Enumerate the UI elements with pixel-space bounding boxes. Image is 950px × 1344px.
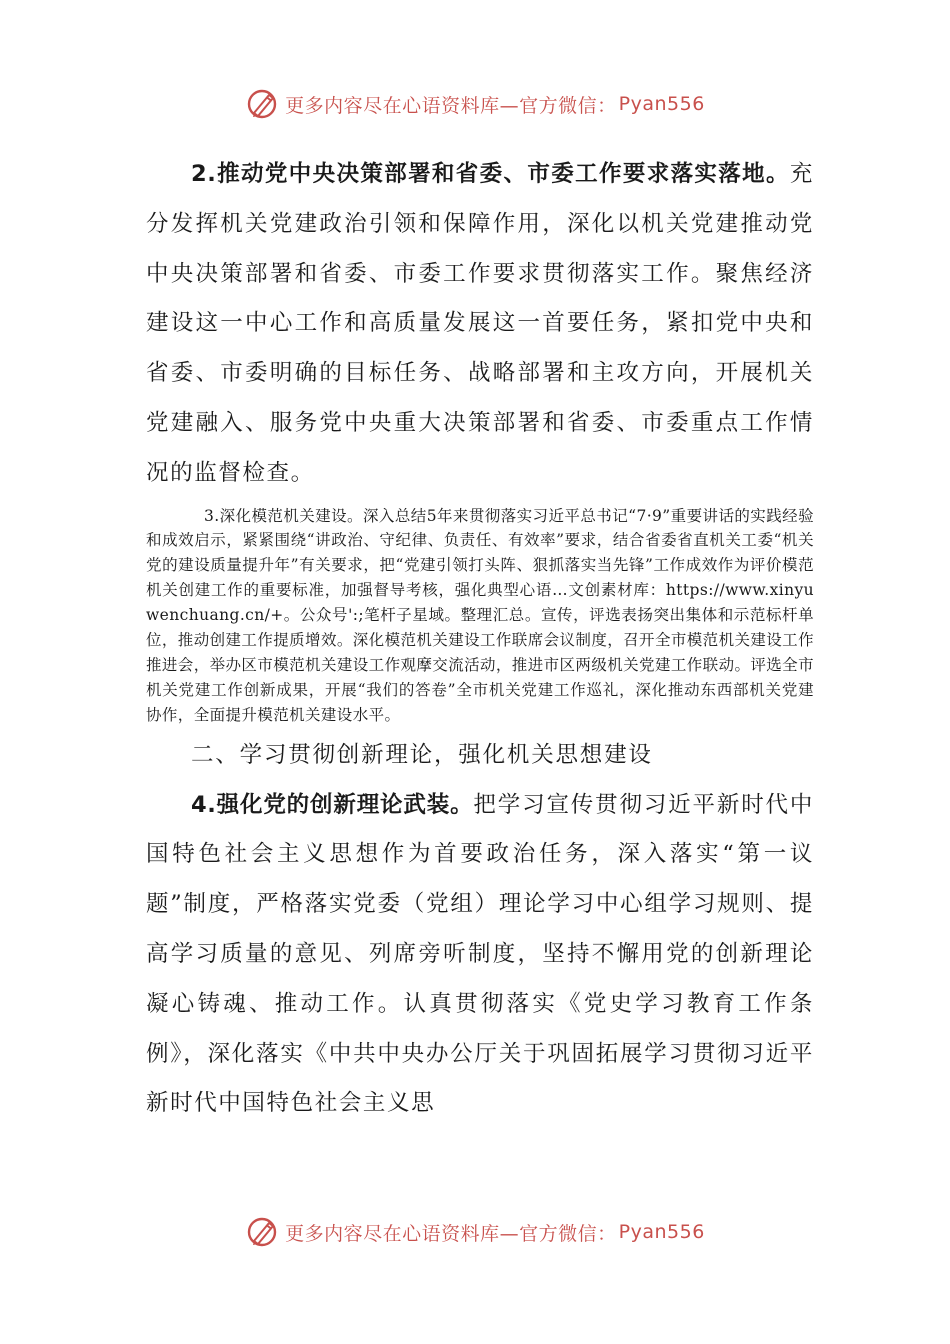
watermark-header [0, 84, 950, 124]
watermark-footer [0, 1212, 950, 1252]
paragraph-2-heading: 2.推动党中央决策部署和省委、市委工作要求落实落地。 [191, 161, 790, 187]
paragraph-4-heading: 4.强化党的创新理论武装。 [191, 791, 474, 818]
paragraph-4-text: 把学习宣传贯彻习近平新时代中国特色社会主义思想作为首要政治任务，深入落实“第一议题”制度，严格落实党委（党组）理论学习中心组学习规则、提高学习质量的意见、列席旁听制度，坚持不懈用党的创新理论凝心铸魂、推动工作。认真贯彻落实《党史学习教育工作条例》，深化落实《中共中央办公厅关于巩固拓展学习贯彻习近平新时代中国特色社会主义思 [146, 791, 814, 1117]
pen-logo-icon [245, 86, 281, 122]
paragraph-4 [146, 781, 814, 1130]
document-body [146, 150, 814, 1129]
paragraph-3: 3.深化模范机关建设。深入总结5年来贯彻落实习近平总书记“7·9”重要讲话的实践经验和成效启示，紧紧围绕“讲政治、守纪律、负责任、有效率”要求，结合省委省直机关工委“机关党的建设质量提升年”有关要求，把“党建引领打头阵、狠抓落实当先锋”工作成效作为评价模范机关创建工作的重要标准，加强督导考核，强化典型心语…文创素材库：https://www.xinyuwenchuang.cn/+。公众号':;笔杆子星域。整理汇总。宣传，评选表扬突出集体和示范标杆单位，推动创建工作提质增效。深化模范机关建设工作联席会议制度，召开全市模范机关建设工作推进会，举办区市模范机关建设工作观摩交流活动，推进市区两级机关党建工作联动。评选全市机关党建工作创新成果，开展“我们的答卷”全市机关党建工作巡礼，深化推动东西部机关党建协作，全面提升模范机关建设水平。 [146, 506, 814, 724]
watermark-text: 更多内容尽在心语资料库—官方微信： [285, 1222, 617, 1245]
watermark-wechat-id: Pyan556 [618, 1221, 705, 1243]
paragraph-2-text: 充分发挥机关党建政治引领和保障作用，深化以机关党建推动党中央决策部署和省委、市委工作要求贯彻落实工作。聚焦经济建设这一中心工作和高质量发展这一首要任务，紧扣党中央和省委、市委明确的目标任务、战略部署和主攻方向，开展机关党建融入、服务党中央重大决策部署和省委、市委重点工作情况的监督检查。 [146, 161, 814, 486]
section-heading-2: 二、学习贯彻创新理论，强化机关思想建设 [191, 741, 653, 768]
watermark-wechat-id: Pyan556 [618, 93, 705, 115]
paragraph-2 [146, 150, 814, 499]
pen-logo-icon [245, 1214, 281, 1250]
watermark-text: 更多内容尽在心语资料库—官方微信： [285, 94, 617, 117]
